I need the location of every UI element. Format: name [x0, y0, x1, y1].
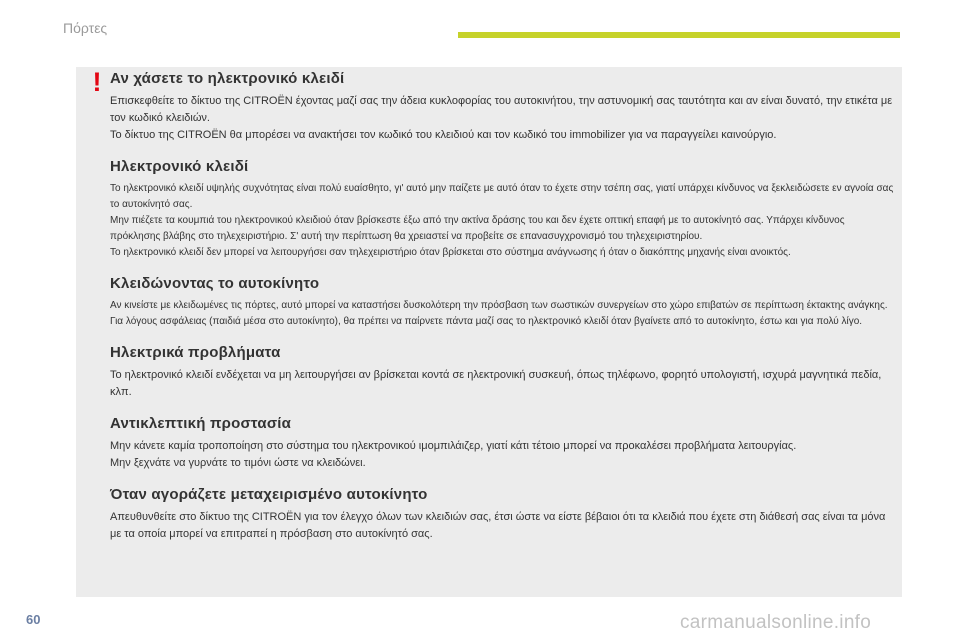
paragraph: Μην κάνετε καμία τροποποίηση στο σύστημα του ηλεκτρονικού ιμομπιλάιζερ, γιατί κάτι τέτοιο μπορεί να προκαλέσει προβλήματα λειτουργίας. — [110, 440, 797, 452]
section-electrical-problems — [110, 344, 895, 401]
paragraph: Επισκεφθείτε το δίκτυο της CITROËN έχοντας μαζί σας την άδεια κυκλοφορίας του αυτοκινήτου, την αστυνομική σας ταυτότητα και αν είναι δυνατό, την ετικέτα με τον κωδικό κλειδιών. — [110, 95, 893, 124]
section-title: Όταν αγοράζετε μεταχειρισμένο αυτοκίνητο — [110, 486, 428, 503]
section-title: Αντικλεπτική προστασία — [110, 415, 292, 432]
section-title: Ηλεκτρικά προβλήματα — [110, 344, 281, 361]
paragraph: Αν κινείστε με κλειδωμένες τις πόρτες, αυτό μπορεί να καταστήσει δυσκολότερη την πρόσβαση των σωστικών συνεργείων στο χώρο επιβατών σε περίπτωση έκτακτης ανάγκης. — [110, 300, 888, 311]
section-locking — [110, 275, 895, 330]
paragraph: Μην ξεχνάτε να γυρνάτε το τιμόνι ώστε να κλειδώνει. — [110, 457, 366, 469]
paragraph: Μην πιέζετε τα κουμπιά του ηλεκτρονικού κλειδιού όταν βρίσκεστε έξω από την ακτίνα δράσης του και δεν έχετε οπτική επαφή με το αυτοκίνητό σας. Υπάρχει κίνδυνος πρόκλησης βλάβης στο τηλεχειριστήριο. Σ' αυτή την περίπτωση θα χρειαστεί να προβείτε σε επανασυγχρονισμό του τηλεχειριστηρίου. — [110, 215, 845, 242]
section-title: Ηλεκτρονικό κλειδί — [110, 158, 249, 175]
section-anti-theft — [110, 415, 895, 472]
paragraph: Το ηλεκτρονικό κλειδί υψηλής συχνότητας είναι πολύ ευαίσθητο, γι' αυτό μην παίζετε με αυτό όταν το έχετε στην τσέπη σας, γιατί υπάρχει κίνδυνος να ξεκλειδώσετε εν αγνοία σας το αυτοκίνητό σας. — [110, 183, 894, 210]
section-lost-key — [110, 70, 895, 144]
warning-content — [110, 70, 895, 543]
page-number: 60 — [26, 612, 41, 627]
exclamation-icon: ! — [92, 67, 102, 97]
section-label: Πόρτες — [63, 20, 108, 36]
section-title: Αν χάσετε το ηλεκτρονικό κλειδί — [110, 70, 345, 87]
paragraph: Το δίκτυο της CITROËN θα μπορέσει να ανακτήσει τον κωδικό του κλειδιού και τον κωδικό του immobilizer για να παραγγείλει καινούργιο. — [110, 129, 777, 141]
section-used-car — [110, 486, 895, 543]
paragraph: Για λόγους ασφάλειας (παιδιά μέσα στο αυτοκίνητο), θα πρέπει να παίρνετε πάντα μαζί σας το ηλεκτρονικό κλειδί όταν βγαίνετε από το αυτοκίνητο, έστω και για πολύ λίγο. — [110, 316, 863, 327]
header-accent-bar — [458, 32, 900, 38]
paragraph: Απευθυνθείτε στο δίκτυο της CITROËN για τον έλεγχο όλων των κλειδιών σας, έτσι ώστε να είστε βέβαιοι ότι τα κλειδιά που έχετε στη διάθεσή σας είναι τα μόνα με τα οποία μπορεί να επιτραπεί η πρόσβαση στο αυτοκίνητό σας. — [110, 511, 886, 540]
section-electronic-key — [110, 158, 895, 261]
paragraph: Το ηλεκτρονικό κλειδί δεν μπορεί να λειτουργήσει σαν τηλεχειριστήριο όταν βρίσκεται στο σύστημα ανάγνωσης ή όταν ο διακόπτης μηχανής είναι ανοικτός. — [110, 247, 791, 258]
section-title: Κλειδώνοντας το αυτοκίνητο — [110, 275, 320, 292]
watermark: carmanualsonline.info — [680, 612, 872, 633]
paragraph: Το ηλεκτρονικό κλειδί ενδέχεται να μη λειτουργήσει αν βρίσκεται κοντά σε ηλεκτρονική συσκευή, όπως τηλέφωνο, φορητό υπολογιστή, ισχυρά μαγνητικά πεδία, κλπ. — [110, 369, 882, 398]
